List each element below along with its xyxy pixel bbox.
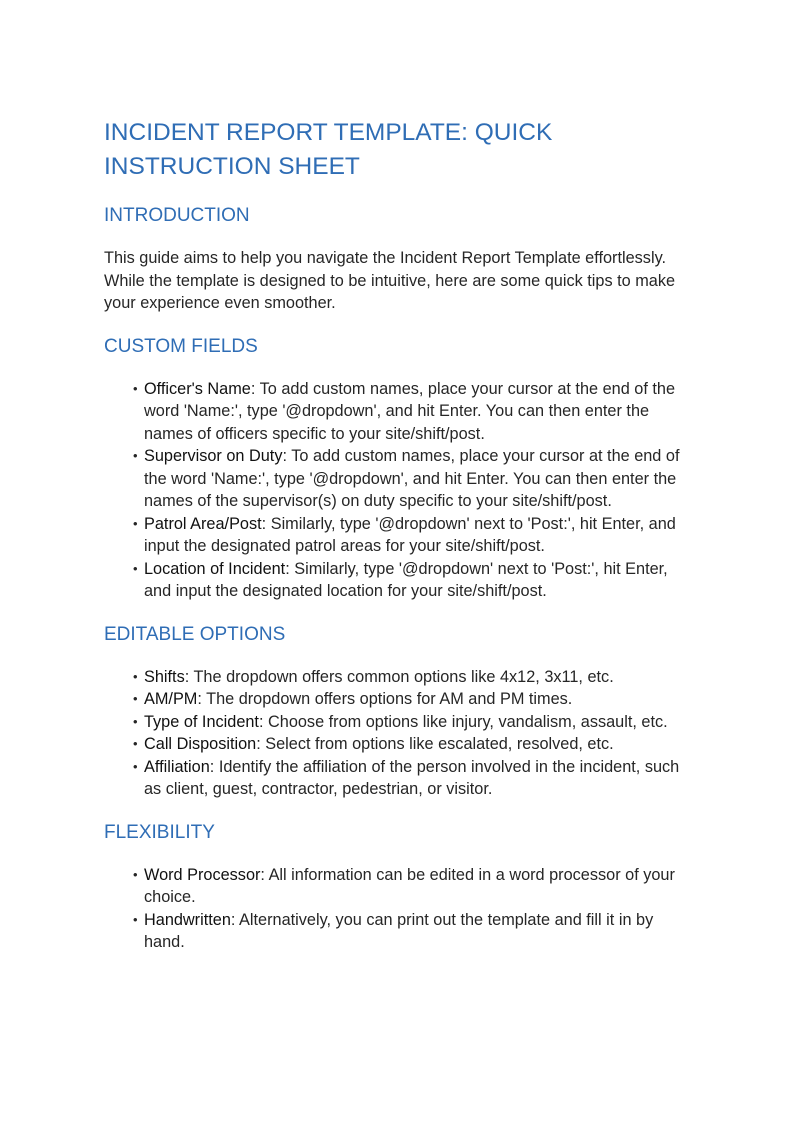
list-item <box>144 445 696 513</box>
editable-options-list <box>104 666 696 801</box>
list-item-text: : Similarly, type '@dropdown' next to 'Post:', hit Enter, and input the designated patrol areas for your site/shift/post. <box>144 514 676 555</box>
list-item <box>144 733 696 756</box>
list-item-term: Supervisor on Duty <box>144 447 283 465</box>
list-item-text: : Select from options like escalated, resolved, etc. <box>256 735 614 753</box>
flexibility-list <box>104 864 696 954</box>
list-item <box>144 558 696 603</box>
list-item-text: : Choose from options like injury, vandalism, assault, etc. <box>258 712 668 731</box>
section-heading-introduction: INTRODUCTION <box>104 205 250 226</box>
list-item-term: Patrol Area/Post <box>144 514 262 533</box>
list-item-text: : Similarly, type '@dropdown' next to 'Post:', hit Enter, and input the designated location for your site/shift/post. <box>144 559 668 600</box>
list-item-text: : Alternatively, you can print out the template and fill it in by hand. <box>144 910 654 951</box>
section-heading-custom-fields: CUSTOM FIELDS <box>104 335 258 357</box>
list-item <box>144 756 696 801</box>
list-item-text: : To add custom names, place your cursor at the end of the word 'Name:', type '@dropdown', and hit Enter. You can then enter the names of officers specific to your site/shift/post. <box>144 379 676 443</box>
list-item-term: Shifts <box>144 667 185 686</box>
list-item-term: Officer's Name <box>144 379 251 398</box>
document-title: INCIDENT REPORT TEMPLATE: QUICK INSTRUCTION SHEET <box>104 119 553 180</box>
list-item <box>144 378 696 446</box>
list-item-text: : The dropdown offers options for AM and PM times. <box>197 690 573 708</box>
section-heading-flexibility: FLEXIBILITY <box>104 821 215 843</box>
list-item <box>144 513 696 558</box>
list-item <box>144 711 696 734</box>
introduction-paragraph: This guide aims to help you navigate the Incident Report Template effortlessly. While the template is designed to be intuitive, here are some quick tips to make your experience even smoother. <box>104 249 676 312</box>
list-item-term: Affiliation <box>144 757 210 776</box>
section-heading-editable-options: EDITABLE OPTIONS <box>104 623 286 645</box>
list-item <box>144 909 696 954</box>
list-item-text: : All information can be edited in a word processor of your choice. <box>144 865 675 906</box>
list-item-term: AM/PM <box>144 690 198 708</box>
list-item-text: : To add custom names, place your cursor at the end of the word 'Name:', type '@dropdown', and hit Enter. You can then enter the names of the supervisor(s) on duty specific to your site/shift/post. <box>144 447 680 510</box>
list-item-term: Call Disposition <box>144 735 257 753</box>
list-item-term: Type of Incident <box>144 712 259 731</box>
custom-fields-list <box>104 378 696 603</box>
list-item <box>144 666 696 689</box>
list-item-term: Handwritten <box>144 910 231 929</box>
list-item-text: : The dropdown offers common options like 4x12, 3x11, etc. <box>184 667 614 686</box>
list-item <box>144 688 696 711</box>
list-item-term: Location of Incident <box>144 559 286 578</box>
list-item-term: Word Processor <box>144 865 261 884</box>
list-item-text: : Identify the affiliation of the person involved in the incident, such as client, guest, contractor, pedestrian, or visitor. <box>144 757 680 798</box>
list-item <box>144 864 696 909</box>
document-page <box>104 116 696 954</box>
